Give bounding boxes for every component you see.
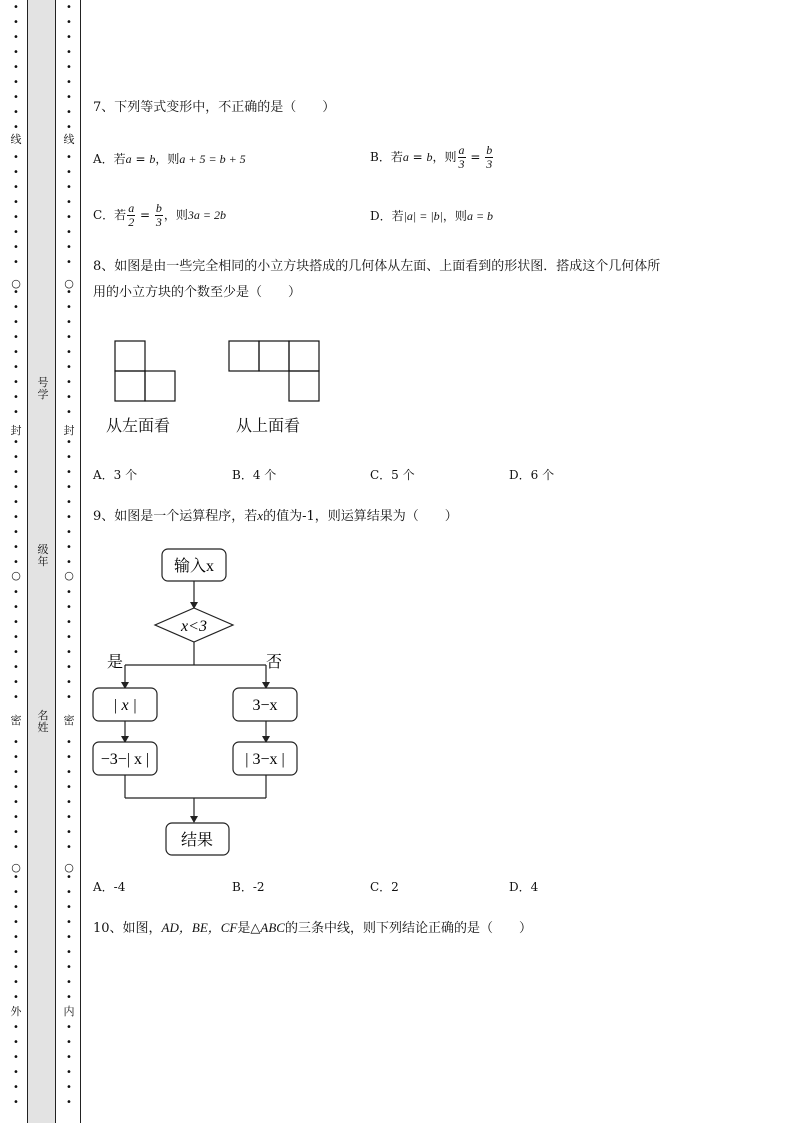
outer-margin-dot: • — [13, 287, 19, 298]
outer-margin-dot: • — [13, 242, 19, 253]
inner-margin-dot: • — [66, 437, 72, 448]
inner-margin-dot: • — [66, 557, 72, 568]
outer-margin-dot: • — [13, 437, 19, 448]
outer-margin-dot: • — [13, 812, 19, 823]
outer-margin-dot: • — [13, 842, 19, 853]
outer-margin-dot: • — [13, 17, 19, 28]
q8-stem-line2: 用的小立方块的个数至少是（ ） — [93, 285, 302, 300]
inner-margin-mark: 封 — [63, 424, 75, 437]
inner-margin-dot: • — [66, 782, 72, 793]
outer-margin-dot: • — [13, 377, 19, 388]
outer-margin-dot: • — [13, 362, 19, 373]
inner-margin-dot: • — [66, 317, 72, 328]
outer-margin-dot: • — [13, 482, 19, 493]
left-view-squares — [115, 341, 175, 401]
outer-margin-dot: • — [13, 197, 19, 208]
outer-margin-dot: • — [13, 962, 19, 973]
outer-margin-dot: • — [13, 557, 19, 568]
outer-margin-dot: • — [13, 2, 19, 13]
abs-x-text: | x | — [113, 697, 137, 714]
outer-margin-dot: • — [13, 647, 19, 658]
outer-margin-dot: • — [13, 302, 19, 313]
inner-margin-dot: • — [66, 182, 72, 193]
yes-label: 是 — [107, 654, 124, 671]
inner-margin-dot: • — [66, 752, 72, 763]
inner-margin-dot: • — [66, 512, 72, 523]
inner-margin-dot: • — [66, 527, 72, 538]
inner-margin-dot: • — [66, 197, 72, 208]
q8-option-d: D．6 个 — [509, 468, 555, 482]
outer-margin-dot: • — [13, 587, 19, 598]
name-label: 名姓 — [37, 709, 49, 734]
inner-margin-dot: • — [66, 407, 72, 418]
inner-margin-dot: • — [66, 932, 72, 943]
inner-margin-dot: • — [66, 767, 72, 778]
inner-margin-dot: • — [66, 842, 72, 853]
outer-margin-dot: • — [13, 827, 19, 838]
inner-margin-dot: • — [66, 482, 72, 493]
outer-margin-dot: • — [13, 677, 19, 688]
outer-margin-mark: 密 — [10, 714, 22, 727]
outer-margin-mark: ○ — [11, 277, 21, 290]
inner-margin-dot: • — [66, 1097, 72, 1108]
outer-margin-dot: • — [13, 1097, 19, 1108]
inner-margin-mark: ○ — [64, 277, 74, 290]
inner-margin-dot: • — [66, 587, 72, 598]
inner-margin-dot: • — [66, 377, 72, 388]
inner-margin-dot: • — [66, 662, 72, 673]
outer-margin-dot: • — [13, 692, 19, 703]
inner-margin-dot: • — [66, 737, 72, 748]
outer-margin-dot: • — [13, 542, 19, 553]
outer-margin-dot: • — [13, 227, 19, 238]
outer-margin-dot: • — [13, 602, 19, 613]
outer-margin-dot: • — [13, 152, 19, 163]
outer-margin-dot: • — [13, 617, 19, 628]
outer-margin-dot: • — [13, 452, 19, 463]
abs-three-minus-x-text: | 3−x | — [245, 751, 285, 768]
outer-margin-dot: • — [13, 77, 19, 88]
q9-stem: 9、如图是一个运算程序，若x的值为-1，则运算结果为（ ） — [93, 508, 458, 524]
inner-margin-dot: • — [66, 152, 72, 163]
outer-margin-dot: • — [13, 92, 19, 103]
inner-margin-dot: • — [66, 812, 72, 823]
inner-margin-dot: • — [66, 992, 72, 1003]
outer-margin-dot: • — [13, 347, 19, 358]
condition-text: x<3 — [181, 618, 207, 635]
input-text: 输入x — [173, 558, 215, 575]
inner-margin-dot: • — [66, 92, 72, 103]
outer-margin-dot: • — [13, 32, 19, 43]
outer-margin-dot: • — [13, 917, 19, 928]
outer-margin-dot: • — [13, 167, 19, 178]
outer-margin-dot: • — [13, 512, 19, 523]
inner-margin-mark: 线 — [63, 133, 75, 146]
inner-margin-mark: ○ — [64, 861, 74, 874]
inner-margin-mark: 密 — [63, 714, 75, 727]
outer-margin-dot: • — [13, 1037, 19, 1048]
inner-margin-dot: • — [66, 1037, 72, 1048]
outer-margin-dot: • — [13, 497, 19, 508]
q9-option-b: B．-2 — [232, 880, 265, 894]
q9-flowchart — [85, 540, 315, 865]
q7-stem: 7、下列等式变形中，不正确的是（ ） — [93, 100, 336, 115]
q7-option-a: A．若a = b，则a + 5 = b + 5 — [93, 152, 246, 166]
inner-margin-dot: • — [66, 392, 72, 403]
outer-dotted-line — [10, 0, 22, 1123]
outer-margin-dot: • — [13, 632, 19, 643]
inner-margin-dot: • — [66, 2, 72, 13]
outer-margin-dot: • — [13, 332, 19, 343]
outer-margin-dot: • — [13, 467, 19, 478]
outer-margin-dot: • — [13, 392, 19, 403]
inner-margin-dot: • — [66, 827, 72, 838]
outer-margin-dot: • — [13, 902, 19, 913]
inner-margin-dot: • — [66, 1067, 72, 1078]
inner-margin-mark: 内 — [63, 1005, 75, 1018]
outer-margin-mark: 封 — [10, 424, 22, 437]
inner-margin-dot: • — [66, 632, 72, 643]
result-text: 结果 — [180, 832, 214, 849]
grade-label: 级年 — [37, 543, 49, 568]
outer-margin-dot: • — [13, 872, 19, 883]
inner-margin-dot: • — [66, 902, 72, 913]
outer-margin-dot: • — [13, 527, 19, 538]
binding-inner-line — [80, 0, 81, 1123]
outer-margin-dot: • — [13, 797, 19, 808]
inner-margin-dot: • — [66, 467, 72, 478]
inner-margin-dot: • — [66, 872, 72, 883]
inner-dotted-line — [63, 0, 75, 1123]
inner-margin-dot: • — [66, 977, 72, 988]
q7-option-c: C．若 $\frac{a}{2}$ = $\frac{b}{3}$ ，则3a = 2b — [93, 201, 226, 229]
outer-margin-dot: • — [13, 767, 19, 778]
inner-margin-dot: • — [66, 797, 72, 808]
q8-option-c: C．5 个 — [370, 468, 415, 482]
inner-margin-dot: • — [66, 692, 72, 703]
outer-margin-mark: 线 — [10, 133, 22, 146]
inner-margin-dot: • — [66, 287, 72, 298]
inner-margin-dot: • — [66, 227, 72, 238]
outer-margin-dot: • — [13, 1082, 19, 1093]
outer-margin-mark: ○ — [11, 861, 21, 874]
inner-margin-dot: • — [66, 917, 72, 928]
outer-margin-dot: • — [13, 737, 19, 748]
q7-option-b: B．若a = b，则 $\frac{a}{3}$ = $\frac{b}{3}$ — [370, 143, 493, 171]
inner-margin-dot: • — [66, 17, 72, 28]
q9-option-c: C．2 — [370, 880, 399, 894]
outer-margin-dot: • — [13, 122, 19, 133]
outer-margin-dot: • — [13, 212, 19, 223]
inner-margin-dot: • — [66, 1022, 72, 1033]
outer-margin-dot: • — [13, 182, 19, 193]
outer-margin-dot: • — [13, 1052, 19, 1063]
inner-margin-dot: • — [66, 122, 72, 133]
inner-margin-dot: • — [66, 1082, 72, 1093]
top-view-label: 从上面看 — [236, 416, 301, 435]
outer-margin-mark: 外 — [10, 1005, 22, 1018]
minus-three-text: −3−| x | — [100, 751, 150, 768]
outer-margin-dot: • — [13, 47, 19, 58]
outer-margin-mark: ○ — [11, 569, 21, 582]
inner-margin-dot: • — [66, 47, 72, 58]
q8-option-b: B．4 个 — [232, 468, 277, 482]
outer-margin-dot: • — [13, 782, 19, 793]
outer-margin-dot: • — [13, 107, 19, 118]
outer-margin-dot: • — [13, 992, 19, 1003]
inner-margin-dot: • — [66, 257, 72, 268]
q7-option-d: D．若|a| = |b|，则a = b — [370, 209, 494, 223]
inner-margin-dot: • — [66, 647, 72, 658]
top-view-squares — [229, 341, 319, 401]
inner-margin-dot: • — [66, 677, 72, 688]
inner-margin-dot: • — [66, 362, 72, 373]
inner-margin-dot: • — [66, 167, 72, 178]
inner-margin-dot: • — [66, 107, 72, 118]
inner-margin-mark: ○ — [64, 569, 74, 582]
inner-margin-dot: • — [66, 32, 72, 43]
inner-margin-dot: • — [66, 77, 72, 88]
inner-margin-dot: • — [66, 347, 72, 358]
outer-margin-dot: • — [13, 1067, 19, 1078]
inner-margin-dot: • — [66, 542, 72, 553]
no-label: 否 — [266, 654, 283, 671]
inner-margin-dot: • — [66, 947, 72, 958]
outer-margin-dot: • — [13, 932, 19, 943]
inner-margin-dot: • — [66, 1052, 72, 1063]
inner-margin-dot: • — [66, 887, 72, 898]
q9-option-d: D．4 — [509, 880, 539, 894]
outer-margin-dot: • — [13, 317, 19, 328]
left-view-label: 从左面看 — [106, 416, 171, 435]
outer-margin-dot: • — [13, 887, 19, 898]
inner-margin-dot: • — [66, 302, 72, 313]
q8-option-a: A．3 个 — [93, 468, 138, 482]
inner-margin-dot: • — [66, 242, 72, 253]
student-number-label: 号学 — [37, 376, 49, 401]
inner-margin-dot: • — [66, 617, 72, 628]
inner-margin-dot: • — [66, 962, 72, 973]
inner-margin-dot: • — [66, 497, 72, 508]
q8-stem-line1: 8、如图是由一些完全相同的小立方块搭成的几何体从左面、上面看到的形状图．搭成这个几何体所 — [93, 259, 661, 274]
outer-margin-dot: • — [13, 62, 19, 73]
q8-views-figure — [100, 335, 340, 410]
q10-stem: 10、如图，AD，BE，CF是△ABC的三条中线，则下列结论正确的是（ ） — [93, 920, 532, 936]
inner-margin-dot: • — [66, 452, 72, 463]
inner-margin-dot: • — [66, 332, 72, 343]
outer-margin-dot: • — [13, 752, 19, 763]
inner-margin-dot: • — [66, 602, 72, 613]
outer-margin-dot: • — [13, 407, 19, 418]
q9-option-a: A．-4 — [93, 880, 126, 894]
outer-margin-dot: • — [13, 662, 19, 673]
outer-margin-dot: • — [13, 977, 19, 988]
outer-margin-dot: • — [13, 1022, 19, 1033]
outer-margin-dot: • — [13, 257, 19, 268]
inner-margin-dot: • — [66, 62, 72, 73]
inner-margin-dot: • — [66, 212, 72, 223]
outer-margin-dot: • — [13, 947, 19, 958]
three-minus-x-text: 3−x — [252, 697, 278, 714]
